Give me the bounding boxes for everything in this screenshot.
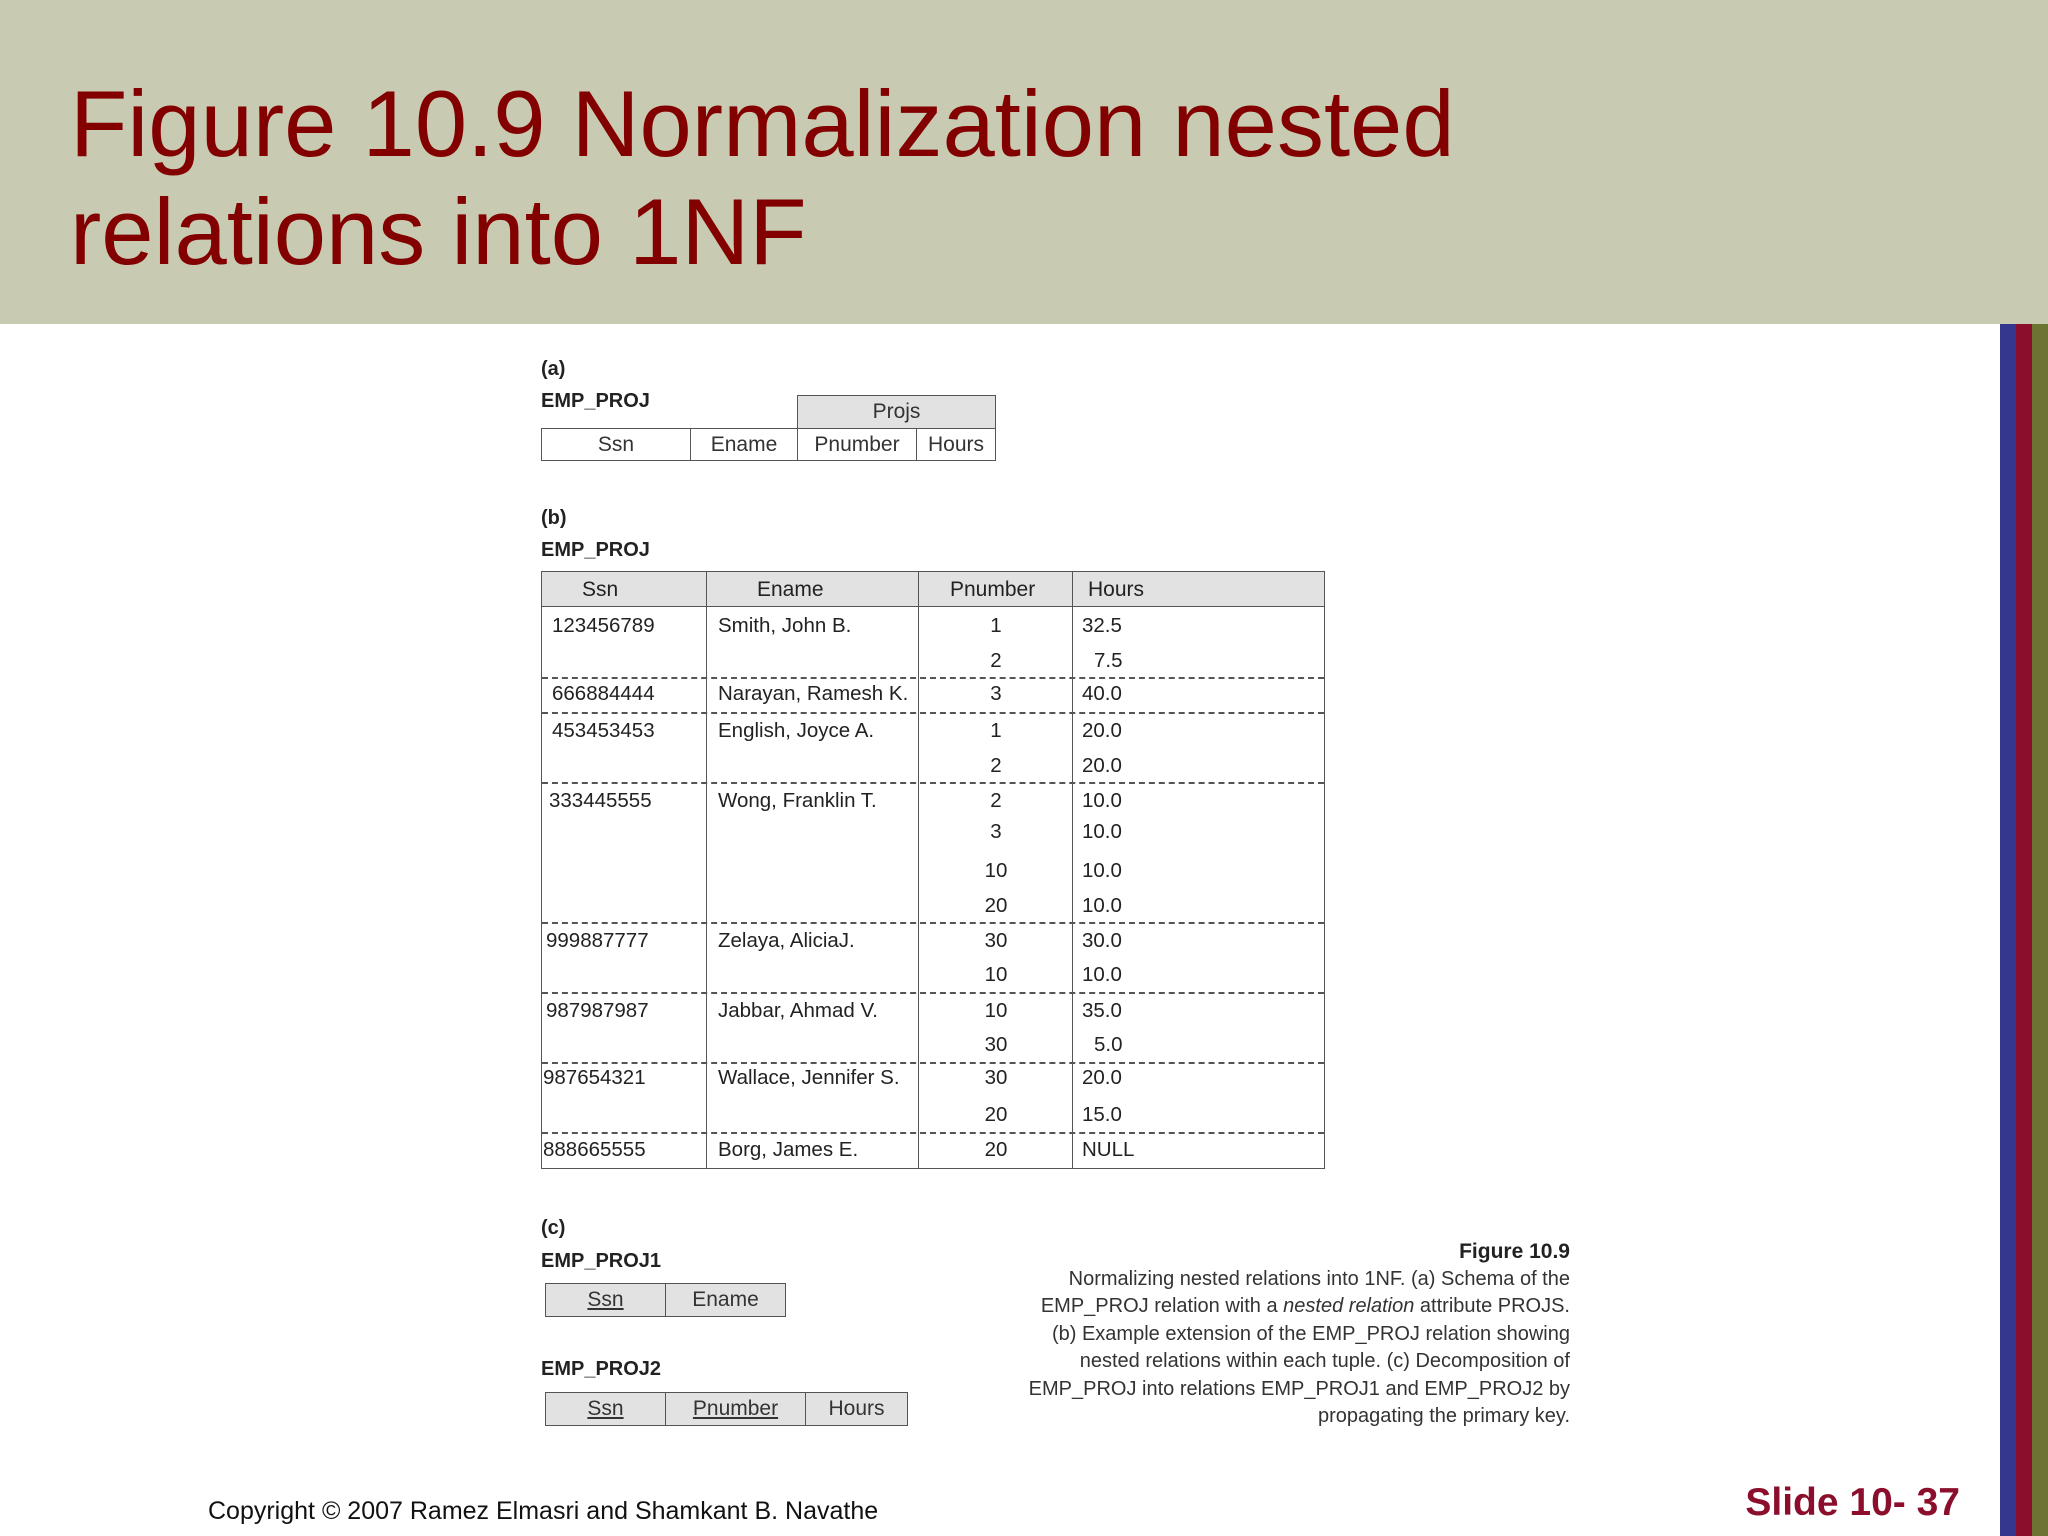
cell-pnumber: 20 (984, 894, 1008, 917)
cell-pnumber: 20 (984, 1138, 1008, 1161)
tuple-separator (542, 677, 1324, 679)
tuple-separator (542, 712, 1324, 714)
cell-ename: Jabbar, Ahmad V. (718, 999, 878, 1022)
column-divider (918, 572, 919, 1168)
slide-title: Figure 10.9 Normalization nested relations into 1NF (70, 71, 1455, 284)
tuple-separator (542, 782, 1324, 784)
emp-proj2-col-ssn (545, 1392, 666, 1426)
cell-pnumber: 30 (984, 1066, 1008, 1089)
part-a-col-ename: Ename (690, 428, 798, 461)
emp-proj2-col-ssn-text: Ssn (587, 1397, 624, 1420)
part-b-label: (b) (541, 507, 567, 529)
cell-hours: NULL (1082, 1138, 1135, 1161)
cell-hours: 7.5 (1094, 649, 1123, 672)
cell-ename: Narayan, Ramesh K. (718, 682, 909, 705)
accent-stripe-red (2016, 324, 2032, 1536)
part-b-relation-name: EMP_PROJ (541, 539, 650, 561)
part-a-projs-header: Projs (797, 395, 996, 429)
cell-hours: 40.0 (1082, 682, 1122, 705)
cell-ename: Wallace, Jennifer S. (718, 1066, 900, 1089)
cell-ssn: 987987987 (546, 999, 649, 1022)
col-header-pnumber: Pnumber (950, 578, 1036, 601)
part-a-col-hours: Hours (916, 428, 996, 461)
part-a-relation-name: EMP_PROJ (541, 390, 650, 412)
caption-line: EMP_PROJ into relations EMP_PROJ1 and EMP_PROJ2 by (1028, 1377, 1570, 1400)
cell-hours: 32.5 (1082, 614, 1122, 637)
part-a-label: (a) (541, 358, 566, 380)
caption-line: Normalizing nested relations into 1NF. (a) Schema of the (1068, 1267, 1570, 1290)
part-a-col-ssn: Ssn (541, 428, 691, 461)
copyright-notice: Copyright © 2007 Ramez Elmasri and Shamkant B. Navathe (208, 1497, 879, 1525)
cell-pnumber: 3 (990, 820, 1002, 843)
cell-hours: 30.0 (1082, 929, 1122, 952)
part-c-relation1-name: EMP_PROJ1 (541, 1250, 662, 1272)
cell-ssn: 453453453 (552, 719, 655, 742)
caption-line: (b) Example extension of the EMP_PROJ relation showing (1051, 1322, 1570, 1345)
tuple-separator (542, 922, 1324, 924)
col-header-ssn: Ssn (582, 578, 619, 601)
cell-hours: 5.0 (1094, 1033, 1123, 1056)
tuple-separator (542, 1062, 1324, 1064)
cell-hours: 20.0 (1082, 1066, 1122, 1089)
cell-ename: Wong, Franklin T. (718, 789, 877, 812)
cell-pnumber: 2 (990, 754, 1002, 777)
cell-pnumber: 1 (990, 614, 1002, 637)
col-header-hours: Hours (1088, 578, 1145, 601)
caption-line (980, 1293, 1570, 1321)
tuple-separator (542, 1132, 1324, 1134)
caption-line: nested relations within each tuple. (c) Decomposition of (1079, 1350, 1570, 1372)
cell-pnumber: 2 (990, 789, 1002, 812)
cell-hours: 10.0 (1082, 859, 1122, 882)
cell-ssn: 987654321 (543, 1066, 646, 1089)
emp-proj2-col-pnumber (665, 1392, 806, 1426)
column-divider (1072, 572, 1073, 1168)
emp-proj1-col-ssn (545, 1283, 666, 1317)
cell-pnumber: 30 (984, 929, 1008, 952)
cell-ssn: 333445555 (549, 789, 652, 812)
cell-hours: 35.0 (1082, 999, 1122, 1022)
cell-ename: Zelaya, AliciaJ. (718, 929, 855, 952)
emp-proj1-col-ssn-text: Ssn (587, 1288, 624, 1311)
caption-line: propagating the primary key. (1318, 1405, 1570, 1427)
caption-text: EMP_PROJ relation with a (1040, 1295, 1284, 1317)
tuple-separator (542, 992, 1324, 994)
cell-hours: 15.0 (1082, 1103, 1122, 1126)
cell-ssn: 123456789 (552, 614, 655, 637)
part-c-relation2-name: EMP_PROJ2 (541, 1358, 662, 1380)
cell-pnumber: 10 (984, 963, 1008, 986)
column-divider (706, 572, 707, 1168)
cell-hours: 10.0 (1082, 789, 1122, 812)
cell-pnumber: 30 (984, 1033, 1008, 1056)
caption-text: attribute PROJS. (1414, 1295, 1570, 1317)
cell-pnumber: 10 (984, 859, 1008, 882)
col-header-ename: Ename (757, 578, 824, 601)
emp-proj1-col-ename: Ename (665, 1283, 786, 1317)
cell-ename: Smith, John B. (718, 614, 852, 637)
cell-hours: 10.0 (1082, 894, 1122, 917)
cell-pnumber: 20 (984, 1103, 1008, 1126)
slide-number: Slide 10- 37 (1745, 1481, 1960, 1524)
caption-emphasis: nested relation (1283, 1295, 1415, 1317)
cell-ssn: 999887777 (546, 929, 649, 952)
cell-pnumber: 2 (990, 649, 1002, 672)
caption-title: Figure 10.9 (1459, 1240, 1570, 1263)
cell-ename: Borg, James E. (718, 1138, 859, 1161)
figure-caption (980, 1238, 1570, 1431)
part-c-label: (c) (541, 1217, 566, 1239)
table-header (542, 572, 1324, 607)
part-a-col-pnumber: Pnumber (797, 428, 917, 461)
cell-hours: 10.0 (1082, 963, 1122, 986)
cell-ename: English, Joyce A. (718, 719, 875, 742)
cell-hours: 20.0 (1082, 754, 1122, 777)
cell-ssn: 666884444 (552, 682, 655, 705)
emp-proj2-col-hours: Hours (805, 1392, 908, 1426)
cell-hours: 20.0 (1082, 719, 1122, 742)
cell-pnumber: 1 (990, 719, 1002, 742)
cell-ssn: 888665555 (543, 1138, 646, 1161)
cell-hours: 10.0 (1082, 820, 1122, 843)
cell-pnumber: 10 (984, 999, 1008, 1022)
cell-pnumber: 3 (990, 682, 1002, 705)
emp-proj-table (541, 571, 1325, 1169)
accent-stripe-blue (2000, 324, 2016, 1536)
accent-stripe-olive (2032, 324, 2048, 1536)
emp-proj2-col-pnumber-text: Pnumber (692, 1397, 779, 1420)
